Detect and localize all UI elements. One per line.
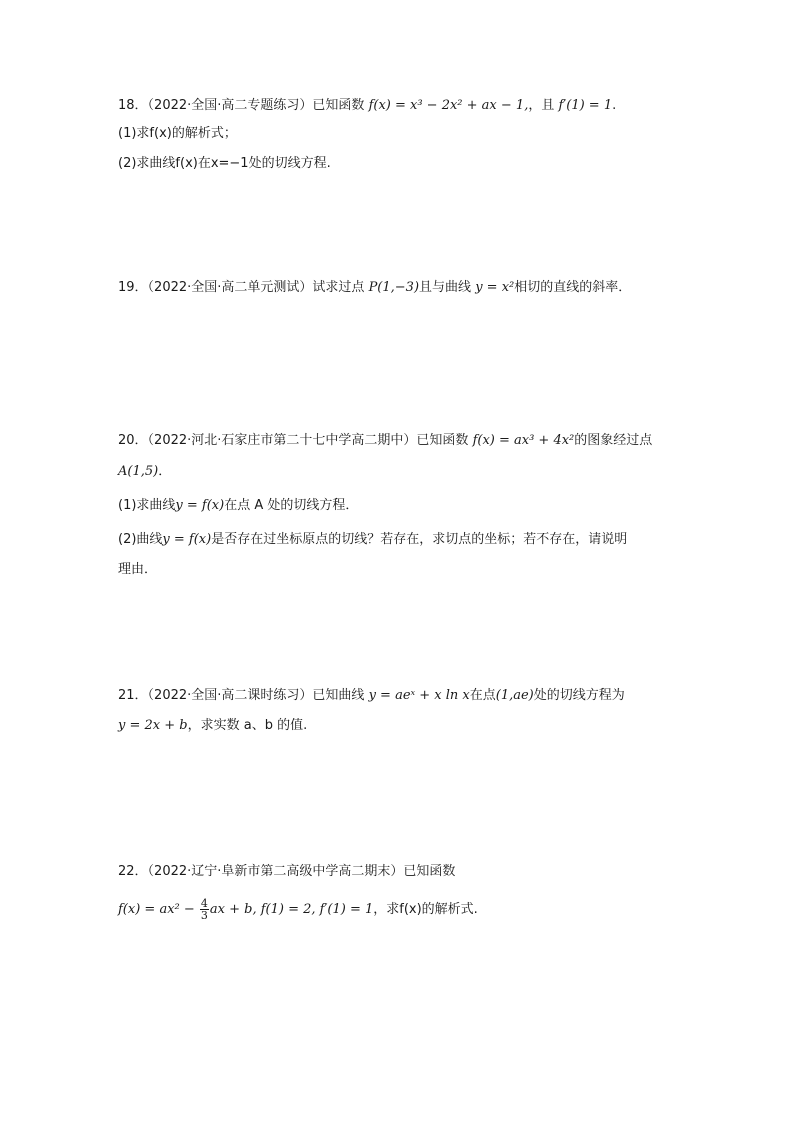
- function-formula-part-a: f(x) = ax² −: [118, 902, 195, 917]
- problem-text: ，求f(x)的解析式.: [373, 902, 478, 917]
- problem-text: ，且: [528, 98, 555, 113]
- part-label: (2)曲线: [118, 532, 163, 547]
- punctuation: .: [612, 98, 617, 113]
- problem-number: 18．: [118, 98, 148, 113]
- problem-18-stem: [118, 96, 616, 116]
- punctuation: ．: [158, 464, 172, 479]
- function-formula: f(x) = x³ − 2x² + ax − 1,: [368, 98, 529, 113]
- problem-text: 的图象经过点: [574, 433, 653, 448]
- point-a: A(1,5): [118, 464, 159, 479]
- curve-formula: y = f(x): [175, 498, 225, 513]
- problem-number: 22．: [118, 864, 148, 879]
- fraction-denominator: 3: [200, 909, 208, 922]
- fraction: [200, 898, 209, 921]
- part-text: 是否存在过坐标原点的切线？若存在，求切点的坐标；若不存在，请说明: [211, 532, 628, 547]
- problem-text: 已知函数: [416, 433, 469, 448]
- point-p: P(1,−3): [368, 280, 420, 295]
- curve-formula: y = f(x): [162, 532, 212, 547]
- problem-source: （2022·全国·高二单元测试）: [147, 280, 313, 295]
- problem-text: 处的切线方程为: [533, 688, 625, 703]
- part-label: (1)求曲线: [118, 498, 176, 513]
- problem-text: 已知函数: [403, 864, 456, 879]
- problem-text: 在点: [469, 688, 496, 703]
- problem-text: 已知函数: [312, 98, 365, 113]
- problem-22-formula-line: [118, 897, 478, 923]
- problem-text: ，求实数 a、b 的值.: [187, 718, 308, 733]
- problem-20-part-1: [118, 496, 358, 516]
- problem-text: 已知曲线: [312, 688, 365, 703]
- problem-19-stem: [118, 278, 631, 298]
- problem-20-stem: [118, 431, 652, 451]
- problem-number: 19．: [118, 280, 148, 295]
- problem-18-part-2: (2)求曲线f(x)在x=−1处的切线方程.: [118, 156, 331, 171]
- problem-number: 21．: [118, 688, 148, 703]
- function-formula-part-b: ax + b, f(1) = 2, f′(1) = 1: [209, 902, 374, 917]
- tangent-line-formula: y = 2x + b: [118, 718, 188, 733]
- problem-22-stem: [118, 862, 455, 882]
- problem-source: （2022·全国·高二专题练习）: [147, 98, 313, 113]
- problem-21-line: [118, 716, 307, 736]
- problem-source: （2022·河北·石家庄市第二十七中学高二期中）: [147, 433, 417, 448]
- problem-20-part-2: [118, 530, 627, 550]
- problem-20-part-2-continued: 理由．: [118, 562, 158, 577]
- curve-formula: y = x²: [475, 280, 515, 295]
- problem-source: （2022·全国·高二课时练习）: [147, 688, 313, 703]
- derivative-condition: f′(1) = 1: [558, 98, 613, 113]
- problem-21-stem: [118, 686, 625, 706]
- part-text: 在点 A 处的切线方程．: [224, 498, 359, 513]
- curve-formula: y = aeˣ + x ln x: [368, 688, 470, 703]
- problem-text: 且与曲线: [419, 280, 472, 295]
- problem-number: 20．: [118, 433, 148, 448]
- point: (1,ae): [495, 688, 534, 703]
- problem-text: 试求过点: [312, 280, 365, 295]
- problem-20-point-line: [118, 462, 171, 482]
- problem-18-part-1: (1)求f(x)的解析式；: [118, 126, 237, 141]
- problem-source: （2022·辽宁·阜新市第二高级中学高二期末）: [147, 864, 404, 879]
- problem-text: 相切的直线的斜率．: [514, 280, 632, 295]
- function-formula: f(x) = ax³ + 4x²: [472, 433, 575, 448]
- fraction-numerator: 4: [200, 897, 208, 910]
